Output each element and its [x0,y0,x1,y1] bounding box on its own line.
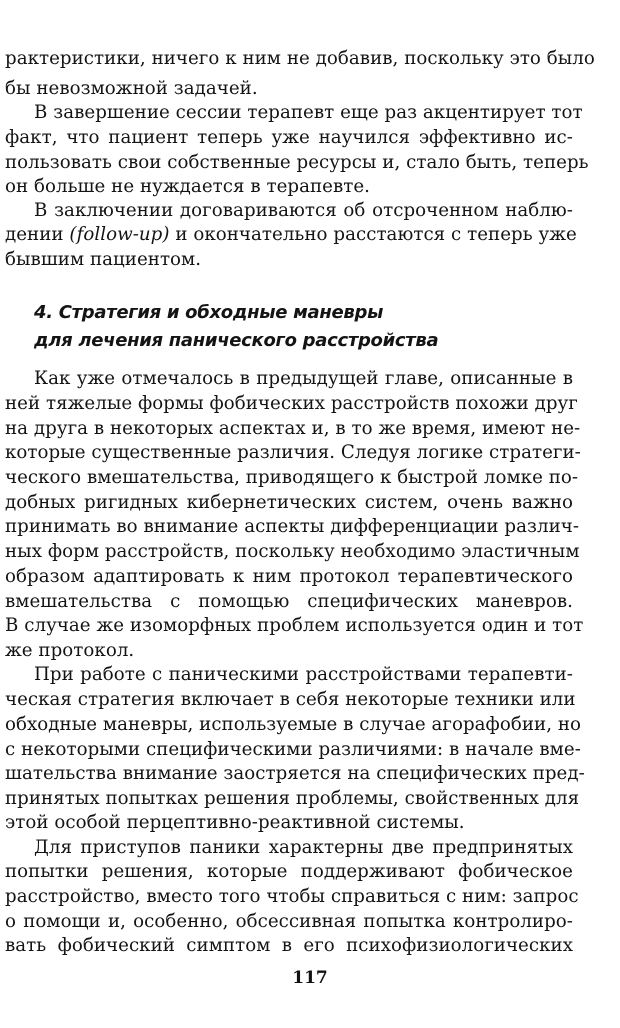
body-text: и окончательно расстаются с теперь уже [175,224,577,245]
body-line: обходные маневры, используемые в случае агорафобии, но [5,714,582,735]
body-line: которые существенные различия. Следуя логике стратеги- [5,442,581,463]
body-line: расстройство, вместо того чтобы справиться с ним: запрос [5,886,579,907]
body-line: ных форм расстройств, поскольку необходимо эластичным [5,541,580,562]
body-line: В случае же изоморфных проблем используется один и тот [5,615,584,636]
section-heading-line: для лечения панического расстройства [34,330,439,351]
body-line: о помощи и, особенно, обсессивная попытка контролиро- [5,911,573,932]
body-line: факт, что пациент теперь уже научился эффективно ис- [5,127,573,148]
body-line: принимать во внимание аспекты дифференциации различ- [5,516,580,537]
body-line: вмешательства с помощью специфических маневров. [5,591,573,612]
page-number: 117 [292,968,328,988]
body-line: с некоторыми специфическими различиями: в начале вме- [5,739,581,760]
body-line: вать фобический симптом в его психофизиологических [5,935,573,956]
body-line: бы невозможной задачей. [5,78,258,99]
body-line: этой особой перцептивно-реактивной системы. [5,812,465,833]
body-line: ческая стратегия включает в себя некоторые техники или [5,689,576,710]
body-line: ней тяжелые формы фобических расстройств похожи друг [5,393,578,414]
body-line: Для приступов паники характерны две предпринятых [34,837,573,858]
body-line: попытки решения, которые поддерживают фобическое [5,861,573,882]
body-line: добных ригидных кибернетических систем, очень важно [5,492,573,513]
section-heading-line: 4. Стратегия и обходные маневры [34,302,384,323]
body-line: шательства внимание заостряется на специфических пред- [5,763,585,784]
body-line: принятых попытках решения проблемы, свойственных для [5,788,580,809]
body-line: он больше не нуждается в терапевте. [5,176,371,197]
body-line: же протокол. [5,640,135,661]
follow-up-term: (follow-up) [69,224,170,245]
body-line: бывшим пациентом. [5,249,202,270]
body-line: В завершение сессии терапевт еще раз акцентирует тот [34,102,583,123]
body-line: При работе с паническими расстройствами терапевти- [34,664,573,685]
body-line: Как уже отмечалось в предыдущей главе, описанные в [34,368,573,389]
body-line: ческого вмешательства, приводящего к быстрой ломке по- [5,467,579,488]
body-line: образом адаптировать к ним протокол терапевтического [5,566,573,587]
body-line: В заключении договариваются об отсроченном наблю- [34,200,573,221]
body-line: на друга в некоторых аспектах и, в то же время, имеют не- [5,418,581,439]
body-line: пользовать свои собственные ресурсы и, стало быть, теперь [5,152,589,173]
body-line: рактеристики, ничего к ним не добавив, поскольку это было [5,48,595,69]
body-text: дении [5,224,64,245]
